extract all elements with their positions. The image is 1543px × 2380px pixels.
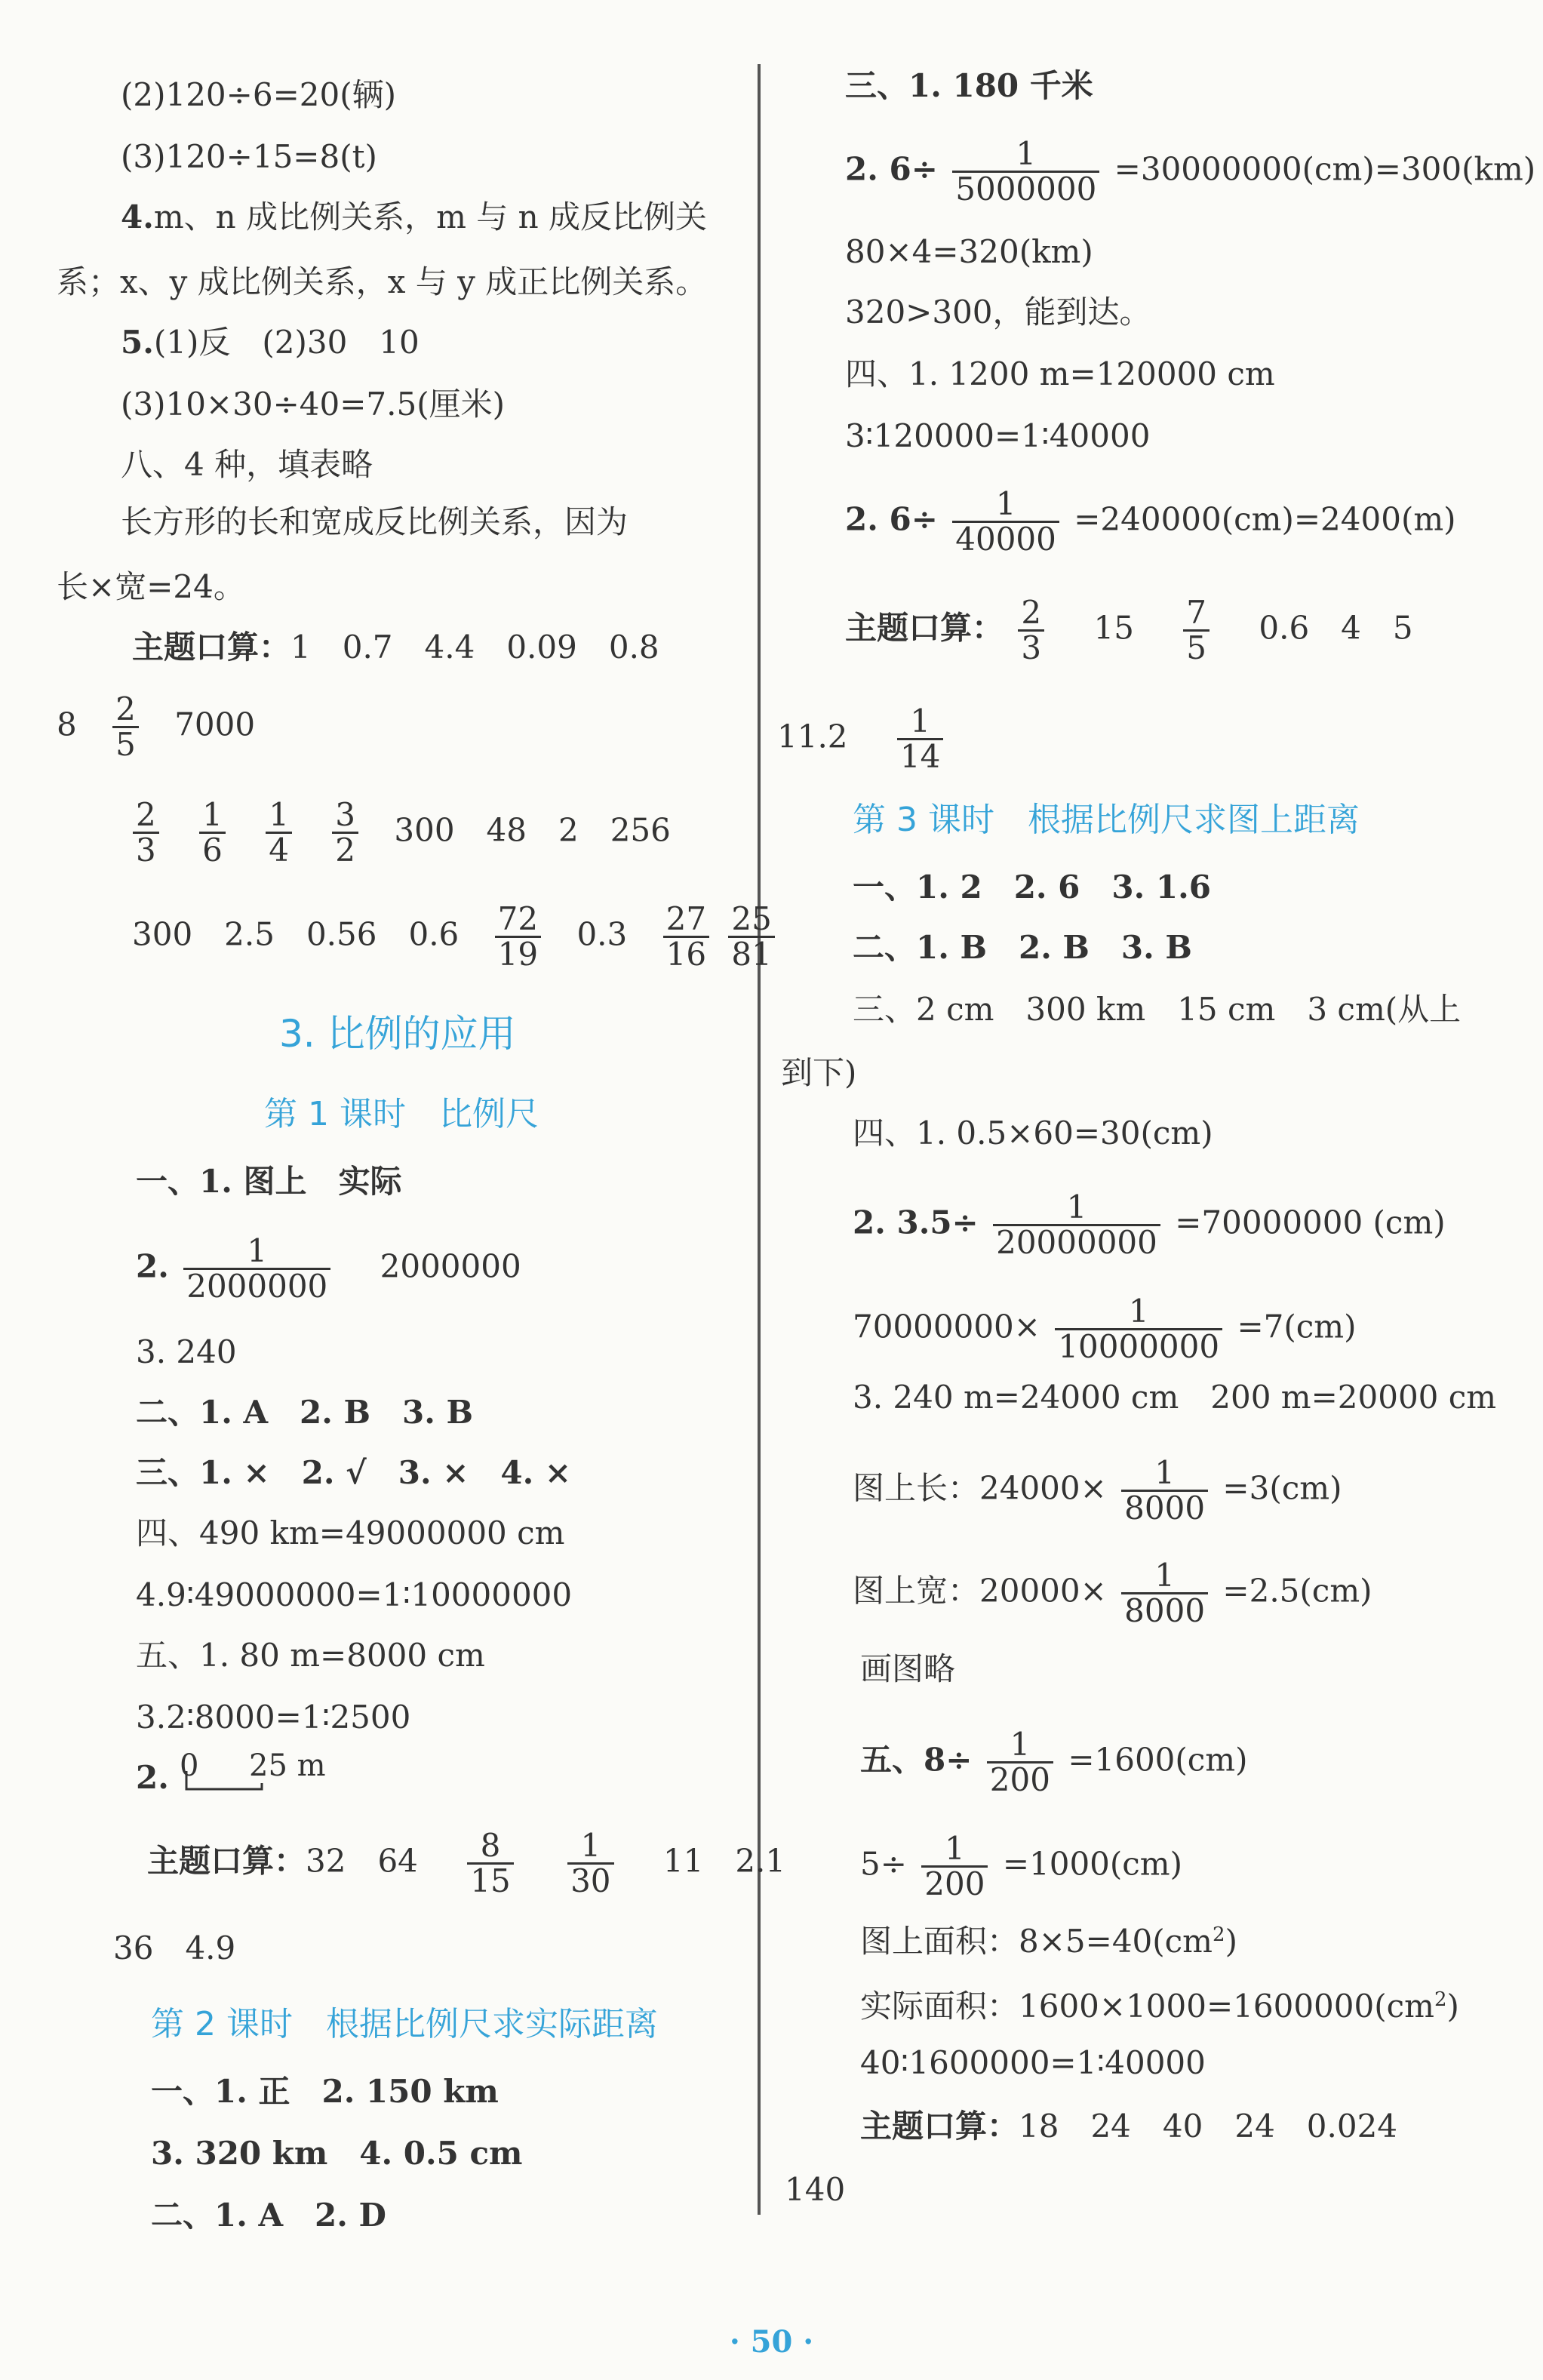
oral-calc-label: 主题口算： (132, 629, 291, 666)
answer-line: 四、490 km=49000000 cm (136, 1514, 565, 1551)
oral-calc-line (845, 596, 1413, 665)
answer-line: 3. 240 m=24000 cm 200 m=20000 cm (853, 1379, 1497, 1416)
answer-line: (3)120÷15=8(t) (121, 138, 377, 175)
answer-line (860, 1728, 1248, 1797)
answer-line: (3)10×30÷40=7.5(厘米) (121, 386, 505, 423)
scale-label-25m: 25 m (249, 1748, 326, 1783)
answer-line: 80×4=320(km) (845, 233, 1093, 270)
expression: =7(cm) (1237, 1308, 1357, 1345)
expression: 2. 6÷ (845, 500, 938, 538)
oral-calc-line (57, 690, 256, 764)
expression: 图上宽：20000× (853, 1572, 1107, 1610)
answer-line: 4.9∶49000000=1∶10000000 (136, 1576, 573, 1613)
answer-line: 八、4 种，填表略 (121, 446, 373, 483)
oral-calc-line (128, 798, 671, 867)
expression: =70000000 (cm) (1175, 1204, 1446, 1241)
superscript: 2 (1213, 1923, 1225, 1946)
fraction: $\frac{1}{4}$ (266, 798, 292, 867)
expression: 图上长：24000× (853, 1469, 1107, 1507)
fraction: $\frac{1}{6}$ (199, 798, 226, 867)
answer-line: 3∶120000=1∶40000 (845, 417, 1151, 454)
answer-line: 四、1. 0.5×60=30(cm) (853, 1115, 1213, 1152)
expression: ) (1225, 1923, 1237, 1960)
lesson-heading: 第 3 课时 根据比例尺求图上距离 (853, 801, 1360, 839)
question-number: 2. (136, 1247, 169, 1285)
answer-line: 二、1. A 2. D (151, 2197, 386, 2234)
values: 300 2.5 0.56 0.6 (132, 915, 460, 953)
fraction: $\frac{7}{5}$ (1183, 596, 1210, 665)
expression: 2. 3.5÷ (853, 1204, 979, 1241)
expression: =1000(cm) (1002, 1845, 1183, 1883)
fraction: $\frac{1}{20000000}$ (993, 1191, 1160, 1259)
answer-line: 系；x、y 成比例关系，x 与 y 成正比例关系。 (57, 263, 708, 300)
answer-line: 3.2∶8000=1∶2500 (136, 1699, 411, 1736)
expression: 图上面积：8×5=40(cm (860, 1923, 1213, 1960)
expression: =1600(cm) (1068, 1741, 1248, 1779)
oral-calc-line (147, 1829, 785, 1898)
oral-calc-line (132, 628, 659, 667)
fraction: $\frac{1}{40000}$ (952, 487, 1059, 556)
answer-line: 三、1. 180 千米 (845, 67, 1093, 104)
page-number: · 50 · (729, 2324, 814, 2360)
fraction: $\frac{25}{81}$ (728, 902, 774, 971)
answer-line (121, 198, 707, 237)
fraction: $\frac{1}{10000000}$ (1055, 1295, 1222, 1364)
oral-calc-line (777, 703, 948, 776)
answer-text: m、n 成比例关系，m 与 n 成反比例关 (153, 198, 708, 235)
answer-line: 3. 240 (136, 1333, 237, 1370)
answer-line: 一、1. 图上 实际 (136, 1163, 402, 1200)
question-number: 4. (121, 198, 154, 235)
value: 11.2 (777, 718, 848, 755)
fraction: $\frac{2}{5}$ (112, 693, 139, 761)
fraction: $\frac{1}{5000000}$ (952, 137, 1099, 206)
oral-calc-line (132, 902, 779, 971)
fraction: $\frac{1}{200}$ (987, 1728, 1053, 1797)
oral-calc-label: 主题口算： (147, 1842, 306, 1880)
oral-calc-label: 主题口算： (845, 609, 1004, 647)
answer-line: 三、2 cm 300 km 15 cm 3 cm(从上 (853, 991, 1462, 1028)
expression: =3(cm) (1222, 1469, 1342, 1507)
question-number: 5. (121, 324, 154, 361)
fraction: $\frac{2}{3}$ (1018, 596, 1044, 665)
answer-line: 四、1. 1200 m=120000 cm (845, 355, 1275, 392)
scale-label-zero: 0 (180, 1748, 199, 1783)
answer-line (845, 487, 1456, 556)
oral-calc-line: 36 4.9 (113, 1930, 236, 1966)
answer-line (860, 1832, 1182, 1901)
value: 0.3 (576, 915, 628, 953)
value: 7000 (174, 706, 256, 743)
values: 18 24 40 24 0.024 (1019, 2108, 1398, 2145)
fraction: $\frac{1}{2000000}$ (183, 1235, 330, 1303)
fraction: $\frac{72}{19}$ (495, 902, 541, 971)
answer-line: 3. 320 km 4. 0.5 cm (151, 2135, 523, 2172)
answer-line: 二、1. B 2. B 3. B (853, 929, 1192, 966)
answer-line (136, 1232, 521, 1305)
oral-calc-label: 主题口算： (860, 2108, 1019, 2145)
expression: ) (1446, 1988, 1459, 2025)
fraction: $\frac{8}{15}$ (467, 1829, 513, 1898)
answer-line (853, 1295, 1357, 1364)
expression: 2. 6÷ (845, 150, 938, 188)
expression: 70000000× (853, 1308, 1040, 1345)
expression: 五、8÷ (860, 1741, 973, 1779)
question-number: 2. (136, 1759, 169, 1796)
oral-calc-line (860, 2107, 1397, 2146)
superscript: 2 (1434, 1988, 1447, 2011)
answer-line (853, 1456, 1342, 1525)
section-heading: 3. 比例的应用 (279, 1012, 516, 1056)
value: 8 (57, 706, 77, 743)
lesson-heading: 第 2 课时 根据比例尺求实际距离 (151, 2005, 658, 2043)
expression: =2.5(cm) (1222, 1572, 1372, 1610)
lesson-heading: 第 1 课时 比例尺 (264, 1095, 539, 1133)
oral-calc-values: 1 0.7 4.4 0.09 0.8 (290, 629, 659, 666)
values: 300 48 2 256 (394, 811, 671, 849)
values: 11 2.1 (662, 1842, 786, 1880)
value: 2000000 (380, 1247, 521, 1285)
expression: 5÷ (860, 1845, 907, 1883)
answer-line: 二、1. A 2. B 3. B (136, 1394, 473, 1431)
value: 15 (1093, 609, 1134, 647)
answer-line: 320>300，能到达。 (845, 294, 1151, 331)
fraction: $\frac{1}{200}$ (921, 1832, 988, 1901)
fraction: $\frac{27}{16}$ (663, 902, 709, 971)
fraction: $\frac{2}{3}$ (133, 798, 159, 867)
answer-line: (2)120÷6=20(辆) (121, 76, 396, 113)
answer-line (853, 1559, 1372, 1628)
answer-line (845, 137, 1535, 206)
fraction: $\frac{1}{14}$ (897, 705, 943, 773)
answer-line (860, 1980, 1459, 2026)
answer-line: 到下) (781, 1054, 857, 1091)
answer-line: 40∶1600000=1∶40000 (860, 2044, 1206, 2081)
expression: =30000000(cm)=300(km) (1114, 150, 1536, 188)
answer-line (860, 1915, 1237, 1961)
answer-line: 长×宽=24。 (57, 568, 245, 605)
answer-line: 一、1. 2 2. 6 3. 1.6 (853, 869, 1211, 906)
fraction: $\frac{3}{2}$ (332, 798, 358, 867)
answer-line: 长方形的长和宽成反比例关系，因为 (121, 503, 629, 540)
answer-line: 一、1. 正 2. 150 km (151, 2073, 499, 2110)
values: 32 64 (306, 1842, 418, 1880)
oral-calc-line: 140 (785, 2171, 846, 2208)
fraction: $\frac{1}{8000}$ (1121, 1456, 1208, 1525)
answer-line: 画图略 (860, 1650, 956, 1687)
answer-line (121, 323, 420, 362)
answer-text: (1)反 (2)30 10 (153, 324, 420, 361)
fraction: $\frac{1}{30}$ (567, 1829, 613, 1898)
answer-line: 三、1. × 2. √ 3. × 4. × (136, 1454, 572, 1491)
expression: 实际面积：1600×1000=1600000(cm (860, 1988, 1434, 2025)
expression: =240000(cm)=2400(m) (1074, 500, 1456, 538)
answer-line (853, 1188, 1446, 1262)
fraction: $\frac{1}{8000}$ (1121, 1559, 1208, 1628)
values: 0.6 4 5 (1259, 609, 1413, 647)
answer-line: 五、1. 80 m=8000 cm (136, 1637, 485, 1674)
